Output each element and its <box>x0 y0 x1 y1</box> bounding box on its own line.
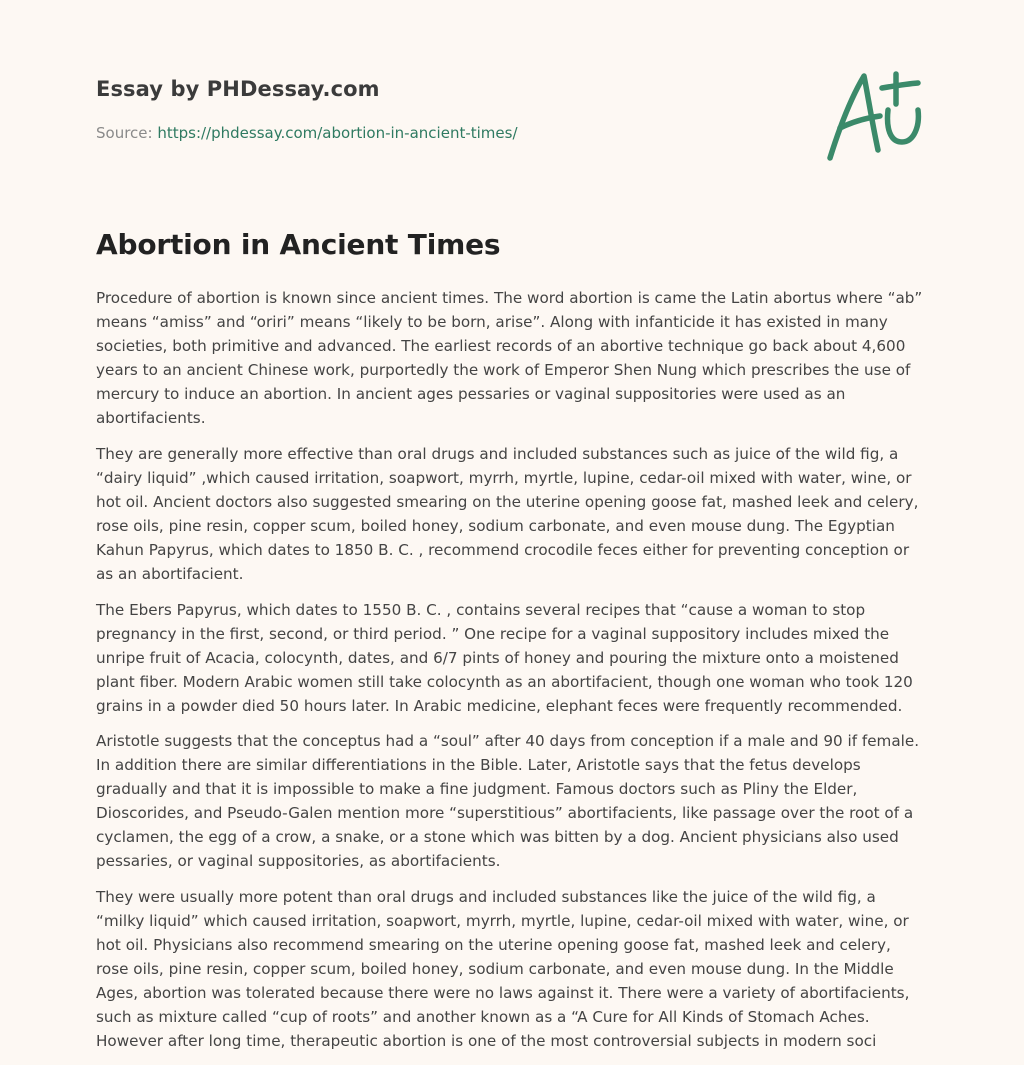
paragraph: Procedure of abortion is known since ancient times. The word abortion is came the Latin abortus where “ab” means “amiss” and “oriri” means “likely to be born, arise”. Along with infanticide it has existed in many societies, both primitive and advanced. The earliest records of an abortive technique go back about 4,600 years to an ancient Chinese work, purportedly the work of Emperor Shen Nung which prescribes the use of mercury to induce an abortion. In ancient ages pessaries or vaginal suppositories were used as an abortifacients. <box>96 289 923 427</box>
paragraph: Aristotle suggests that the conceptus had a “soul” after 40 days from conception if a male and 90 if female. In addition there are similar differentiations in the Bible. Later, Aristotle says that the fetus develops gradually and that it is impossible to make a fine judgment. Famous doctors such as Pliny the Elder, Dioscorides, and Pseudo-Galen mention more “superstitious” abortifacients, like passage over the root of a cyclamen, the egg of a crow, a snake, or a stone which was bitten by a dog. Ancient physicians also used pessaries, or vaginal suppositories, as abortifacients. <box>96 732 920 871</box>
source-link[interactable]: https://phdessay.com/abortion-in-ancient-times/ <box>157 124 518 142</box>
source-label: Source: <box>96 124 158 142</box>
a-plus-logo-icon <box>826 66 930 166</box>
essay-title: Abortion in Ancient Times <box>96 228 501 261</box>
paragraph: They were usually more potent than oral drugs and included substances like the juice of the wild fig, a “milky liquid” which caused irritation, soapwort, myrrh, myrtle, lupine, cedar-oil mixed with water, wine, or hot oil. Physicians also recommend smearing on the uterine opening goose fat, mashed leek and celery, rose oils, pine resin, copper scum, boiled honey, sodium carbonate, and even mouse dung. In the Middle Ages, abortion was tolerated because there were no laws against it. There were a variety of abortifacients, such as mixture called “cup of roots” and another known as a “A Cure for All Kinds of Stomach Aches. However after long time, therapeutic abortion is one of the most controversial subjects in modern soci <box>96 888 910 1051</box>
paragraph: The Ebers Papyrus, which dates to 1550 B. C. , contains several recipes that “cause a woman to stop pregnancy in the first, second, or third period. ” One recipe for a vaginal suppository includes mixed the unripe fruit of Acacia, colocynth, dates, and 6/7 pints of honey and pouring the mixture onto a moistened plant fiber. Modern Arabic women still take colocynth as an abortifacient, though one woman who took 120 grains in a powder died 50 hours later. In Arabic medicine, elephant feces were frequently recommended. <box>96 600 913 715</box>
paragraph: They are generally more effective than oral drugs and included substances such as juice of the wild fig, a “dairy liquid” ,which caused irritation, soapwort, myrrh, myrtle, lupine, cedar-oil mixed with water, wine, or hot oil. Ancient doctors also suggested smearing on the uterine opening goose fat, mashed leek and celery, rose oils, pine resin, copper scum, boiled honey, sodium carbonate, and even mouse dung. The Egyptian Kahun Papyrus, which dates to 1850 B. C. , recommend crocodile feces either for preventing conception or as an abortifacient. <box>96 444 919 583</box>
source-line <box>96 124 518 142</box>
site-brand: Essay by PHDessay.com <box>96 77 380 101</box>
essay-body <box>96 286 928 1065</box>
